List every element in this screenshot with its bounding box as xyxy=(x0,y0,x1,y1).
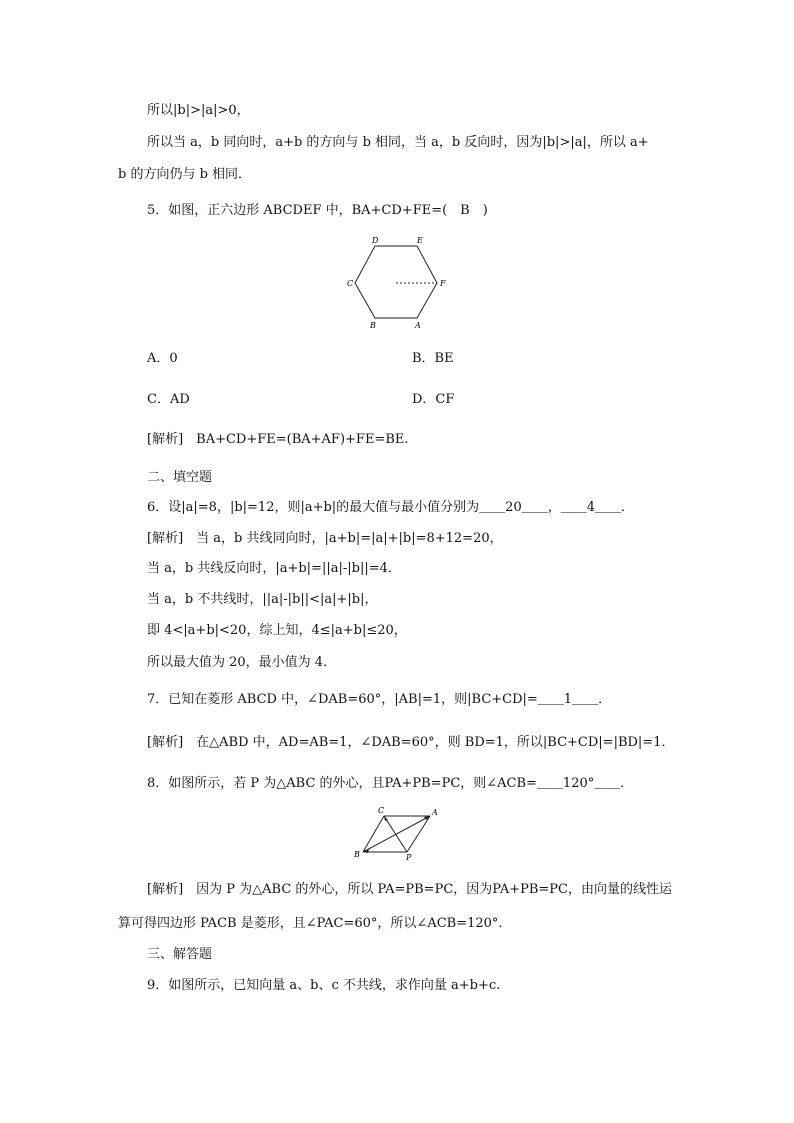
option-c: C．AD xyxy=(147,392,190,407)
section-fill-blank: 二、填空题 xyxy=(147,470,213,485)
option-b: B．BE xyxy=(412,351,454,366)
q6-solution-4: 即 4<|a+b|<20，综上知，4≤|a+b|≤20， xyxy=(147,623,407,638)
hex-label-D: D xyxy=(372,236,379,245)
rhombus-figure xyxy=(350,804,444,862)
question-6: 6．设|a|=8，|b|=12，则|a+b|的最大值与最小值分别为＿＿20＿＿，＿＿4＿＿． xyxy=(147,500,634,515)
q5-solution: [解析] BA+CD+FE=(BA+AF)+FE=BE. xyxy=(147,432,409,447)
text-line-3: b 的方向仍与 b 相同． xyxy=(118,167,252,182)
rh-label-C: C xyxy=(378,806,385,815)
q6-solution-2: 当 a，b 共线反向时，|a+b|=||a|-|b||=4． xyxy=(147,561,401,576)
hex-label-B: B xyxy=(370,321,376,330)
text-line-1: 所以|b|>|a|>0， xyxy=(147,103,250,118)
rh-label-P: P xyxy=(406,853,412,862)
arrowhead-C xyxy=(384,816,388,821)
option-a: A．0 xyxy=(147,351,178,366)
section-answer: 三、解答题 xyxy=(147,947,213,962)
question-7: 7．已知在菱形 ABCD 中，∠DAB=60°，|AB|=1，则|BC+CD|=＿＿1＿＿． xyxy=(147,692,612,707)
option-d: D．CF xyxy=(412,392,455,407)
hex-label-E: E xyxy=(417,236,423,245)
hexagon-figure xyxy=(340,232,460,332)
rh-label-B: B xyxy=(354,850,360,859)
hex-label-A: A xyxy=(415,321,421,330)
q8-solution-1: [解析] 因为 P 为△ABC 的外心，所以 PA=PB=PC，因为PA+PB=PC，由向量的线性运 xyxy=(147,882,672,897)
hexagon-shape xyxy=(355,246,437,318)
question-9: 9．如图所示，已知向量 a、b、c 不共线，求作向量 a+b+c. xyxy=(147,978,501,993)
q8-solution-2: 算可得四边形 PACB 是菱形，且∠PAC=60°，所以∠ACB=120°． xyxy=(118,916,512,931)
question-8: 8．如图所示，若 P 为△ABC 的外心，且PA+PB=PC，则∠ACB=＿＿120°＿＿． xyxy=(147,776,634,791)
rh-label-A: A xyxy=(432,808,438,817)
segment-AP xyxy=(407,816,430,852)
q6-solution-3: 当 a，b 不共线时，||a|-|b||<|a|+|b|， xyxy=(147,592,378,607)
q6-solution-5: 所以最大值为 20，最小值为 4． xyxy=(147,655,337,670)
q6-solution-1: [解析] 当 a，b 共线同向时，|a+b|=|a|+|b|=8+12=20， xyxy=(147,531,503,546)
q7-solution: [解析] 在△ABD 中，AD=AB=1，∠DAB=60°，则 BD=1，所以|BC+CD|=|BD|=1． xyxy=(147,735,675,750)
question-5: 5．如图，正六边形 ABCDEF 中，BA+CD+FE=( B ) xyxy=(147,203,488,218)
text-line-2: 所以当 a，b 同向时，a+b 的方向与 b 相同，当 a，b 反向时，因为|b|>|a|，所以 a+ xyxy=(147,135,649,150)
hex-label-F: F xyxy=(440,279,446,288)
hex-label-C: C xyxy=(347,279,354,288)
